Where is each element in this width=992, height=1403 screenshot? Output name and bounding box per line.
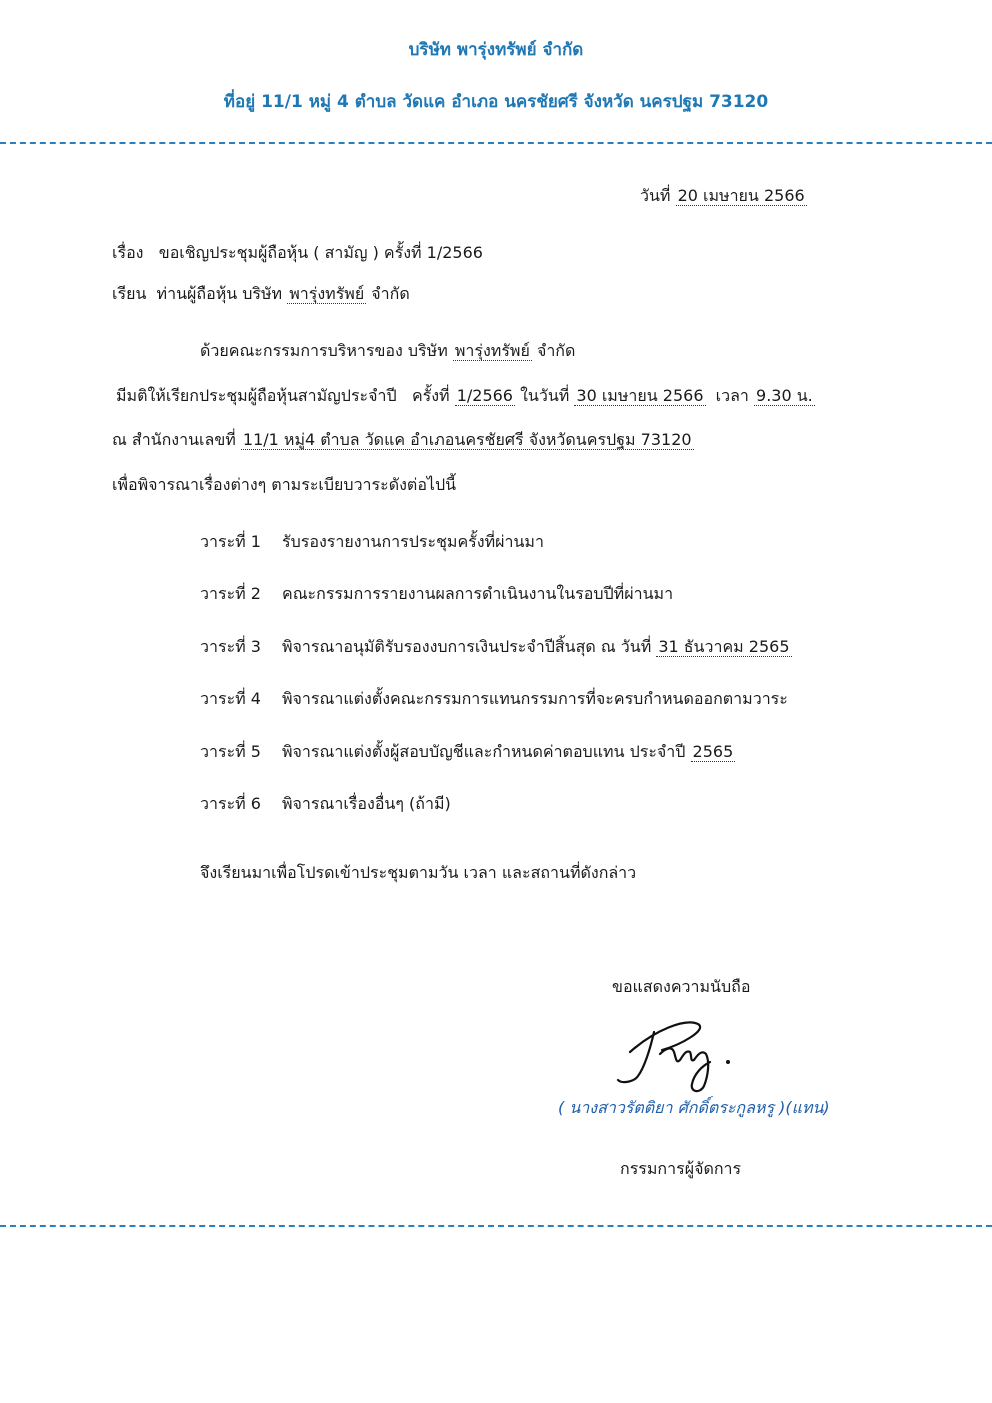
handwritten-signature <box>610 1010 750 1100</box>
agenda-number: วาระที่ 1 <box>200 532 261 551</box>
body-line2-prefix: มีมติให้เรียกประชุมผู้ถือหุ้นสามัญประจำปี <box>116 386 397 405</box>
recipient-suffix: จำกัด <box>371 284 410 303</box>
body-line-2 <box>116 384 815 409</box>
agenda-item <box>200 635 792 660</box>
body-line-4: เพื่อพิจารณาเรื่องต่างๆ ตามระเบียบวาระดังต่อไปนี้ <box>112 475 457 494</box>
venue-address: 11/1 หมู่4 ตำบล วัดแค อำเภอนครชัยศรี จังหวัดนครปฐม 73120 <box>242 430 692 449</box>
agenda-text: พิจารณาแต่งตั้งผู้สอบบัญชีและกำหนดค่าตอบแทน ประจำปี <box>282 742 686 761</box>
agenda-number: วาระที่ 5 <box>200 742 261 761</box>
agenda-number: วาระที่ 4 <box>200 689 261 708</box>
body-line1-suffix: จำกัด <box>536 341 576 360</box>
recipient-prefix: ท่านผู้ถือหุ้น บริษัท <box>156 284 283 303</box>
agenda-year: 2565 <box>692 742 734 761</box>
agenda-item <box>200 687 788 712</box>
agenda-item <box>200 740 735 765</box>
body-line1-prefix: ด้วยคณะกรรมการบริหารของ บริษัท <box>200 341 448 360</box>
body-line1-company: พารุ่งทรัพย์ <box>454 341 530 360</box>
agenda-item <box>200 582 673 607</box>
date-value: 20 เมษายน 2566 <box>677 186 805 205</box>
agenda-text: พิจารณาแต่งตั้งคณะกรรมการแทนกรรมการที่จะครบกำหนดออกตามวาระ <box>282 689 788 708</box>
meeting-no-label: ครั้งที่ <box>411 386 450 405</box>
body-line-1 <box>200 339 575 364</box>
signatory-position: กรรมการผู้จัดการ <box>620 1159 742 1178</box>
agenda-date: 31 ธันวาคม 2565 <box>658 637 790 656</box>
recipient-line <box>112 282 410 307</box>
meeting-time: 9.30 น. <box>756 386 813 405</box>
recipient-label: เรียน <box>112 284 147 303</box>
agenda-number: วาระที่ 6 <box>200 794 261 813</box>
agenda-item <box>200 530 544 555</box>
agenda-text: พิจารณาเรื่องอื่นๆ (ถ้ามี) <box>282 794 451 813</box>
body-line-3 <box>112 428 694 453</box>
meeting-date-label: ในวันที่ <box>520 386 570 405</box>
signatory-name: ( นางสาวรัตติยา ศักดิ์ตระกูลหรู )(แทน) <box>558 1098 830 1117</box>
subject-text: ขอเชิญประชุมผู้ถือหุ้น ( สามัญ ) ครั้งที่ 1/2566 <box>158 243 483 262</box>
agenda-text: คณะกรรมการรายงานผลการดำเนินงานในรอบปีที่ผ่านมา <box>282 584 674 603</box>
date-label: วันที่ <box>640 186 671 205</box>
subject-line <box>112 241 483 266</box>
letter-date <box>640 184 807 209</box>
regards-text: ขอแสดงความนับถือ <box>612 977 751 996</box>
recipient-company: พารุ่งทรัพย์ <box>289 284 365 303</box>
header-divider <box>0 142 992 144</box>
company-name: บริษัท พารุ่งทรัพย์ จำกัด <box>408 40 584 60</box>
closing-text: จึงเรียนมาเพื่อโปรดเข้าประชุมตามวัน เวลา และสถานที่ดังกล่าว <box>200 863 637 882</box>
agenda-text: รับรองรายงานการประชุมครั้งที่ผ่านมา <box>282 532 544 551</box>
subject-label: เรื่อง <box>112 243 144 262</box>
agenda-number: วาระที่ 2 <box>200 584 261 603</box>
meeting-no: 1/2566 <box>456 386 513 405</box>
company-address: ที่อยู่ 11/1 หมู่ 4 ตำบล วัดแค อำเภอ นครชัยศรี จังหวัด นครปฐม 73120 <box>223 92 769 112</box>
meeting-date: 30 เมษายน 2566 <box>576 386 704 405</box>
venue-prefix: ณ สำนักงานเลขที่ <box>112 430 236 449</box>
agenda-text: พิจารณาอนุมัติรับรองงบการเงินประจำปีสิ้นสุด ณ วันที่ <box>282 637 652 656</box>
meeting-time-label: เวลา <box>715 386 749 405</box>
agenda-item <box>200 792 451 817</box>
agenda-number: วาระที่ 3 <box>200 637 261 656</box>
footer-divider <box>0 1225 992 1227</box>
